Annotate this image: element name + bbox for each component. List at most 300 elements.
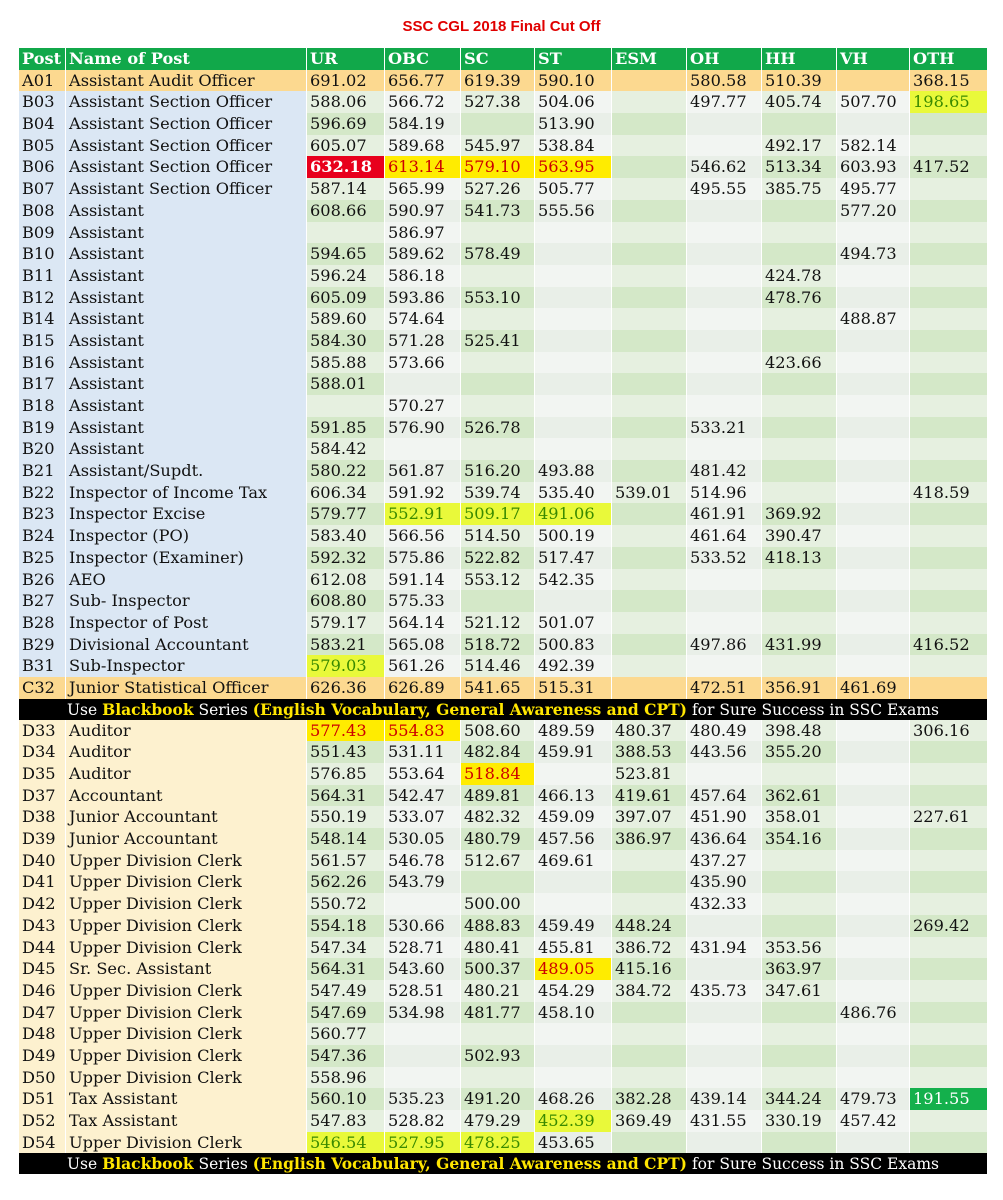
cutoff-cell: 561.26	[385, 655, 461, 677]
cutoff-cell: 558.96	[307, 1067, 385, 1089]
cutoff-cell: 459.09	[535, 806, 612, 828]
cutoff-cell	[385, 438, 461, 460]
post-code-cell: B06	[19, 156, 66, 178]
cutoff-cell	[910, 460, 987, 482]
cutoff-cell: 533.07	[385, 806, 461, 828]
cutoff-cell	[385, 893, 461, 915]
promo-banner	[19, 1153, 987, 1174]
cutoff-cell	[612, 569, 687, 591]
cutoff-cell: 514.96	[687, 482, 762, 504]
table-row	[19, 113, 987, 135]
cutoff-cell: 435.73	[687, 980, 762, 1002]
post-code-cell: B31	[19, 655, 66, 677]
cutoff-cell: 566.56	[385, 525, 461, 547]
post-name-cell: Tax Assistant	[66, 1110, 307, 1132]
post-code-cell: D33	[19, 720, 66, 742]
table-row	[19, 741, 987, 763]
cutoff-cell: 576.85	[307, 763, 385, 785]
post-code-cell: D34	[19, 741, 66, 763]
cutoff-cell: 583.40	[307, 525, 385, 547]
table-row	[19, 1067, 987, 1089]
cutoff-cell: 431.94	[687, 937, 762, 959]
cutoff-cell	[910, 871, 987, 893]
cutoff-cell	[910, 547, 987, 569]
post-name-cell: Accountant	[66, 785, 307, 807]
cutoff-cell	[762, 1132, 837, 1154]
post-name-cell: Inspector of Post	[66, 612, 307, 634]
cutoff-cell	[535, 373, 612, 395]
cutoff-cell: 493.88	[535, 460, 612, 482]
cutoff-cell	[762, 893, 837, 915]
cutoff-cell	[837, 720, 910, 742]
cutoff-cell: 539.01	[612, 482, 687, 504]
cutoff-table	[19, 48, 987, 1174]
cutoff-cell: 603.93	[837, 156, 910, 178]
cutoff-cell: 472.51	[687, 677, 762, 699]
cutoff-cell: 418.59	[910, 482, 987, 504]
cutoff-cell	[910, 612, 987, 634]
cutoff-cell: 554.18	[307, 915, 385, 937]
cutoff-cell: 398.48	[762, 720, 837, 742]
cutoff-cell: 590.10	[535, 70, 612, 92]
post-code-cell: B04	[19, 113, 66, 135]
cutoff-cell: 523.81	[612, 763, 687, 785]
cutoff-cell	[535, 417, 612, 439]
table-row	[19, 1088, 987, 1110]
cutoff-cell: 500.83	[535, 634, 612, 656]
post-code-cell: B14	[19, 308, 66, 330]
cutoff-cell: 457.56	[535, 828, 612, 850]
post-code-cell: D47	[19, 1002, 66, 1024]
cutoff-cell: 547.34	[307, 937, 385, 959]
cutoff-cell	[612, 525, 687, 547]
post-code-cell: D44	[19, 937, 66, 959]
cutoff-cell: 535.23	[385, 1088, 461, 1110]
post-code-cell: B27	[19, 590, 66, 612]
post-name-cell: Assistant Section Officer	[66, 135, 307, 157]
cutoff-cell	[837, 547, 910, 569]
cutoff-cell: 431.99	[762, 634, 837, 656]
post-code-cell: D40	[19, 850, 66, 872]
table-row	[19, 806, 987, 828]
cutoff-cell	[687, 1132, 762, 1154]
cutoff-cell	[687, 265, 762, 287]
cutoff-cell: 461.69	[837, 677, 910, 699]
cutoff-cell	[910, 265, 987, 287]
cutoff-cell	[385, 1045, 461, 1067]
cutoff-cell	[837, 569, 910, 591]
table-row	[19, 482, 987, 504]
cutoff-cell	[762, 850, 837, 872]
cutoff-cell: 330.19	[762, 1110, 837, 1132]
cutoff-cell: 455.81	[535, 937, 612, 959]
cutoff-cell: 579.77	[307, 503, 385, 525]
post-name-cell: Sr. Sec. Assistant	[66, 958, 307, 980]
cutoff-cell	[910, 243, 987, 265]
cutoff-cell	[910, 590, 987, 612]
cutoff-cell: 480.41	[461, 937, 535, 959]
cutoff-cell: 548.14	[307, 828, 385, 850]
cutoff-cell: 423.66	[762, 352, 837, 374]
cutoff-cell	[535, 222, 612, 244]
cutoff-cell	[535, 1023, 612, 1045]
post-code-cell: D43	[19, 915, 66, 937]
cutoff-cell	[461, 438, 535, 460]
cutoff-cell	[461, 1023, 535, 1045]
cutoff-cell: 269.42	[910, 915, 987, 937]
column-header: HH	[762, 48, 837, 70]
cutoff-cell	[687, 308, 762, 330]
cutoff-cell	[837, 1023, 910, 1045]
cutoff-cell: 543.79	[385, 871, 461, 893]
cutoff-cell	[837, 113, 910, 135]
cutoff-cell: 437.27	[687, 850, 762, 872]
cutoff-cell: 491.20	[461, 1088, 535, 1110]
cutoff-cell	[612, 265, 687, 287]
cutoff-cell: 405.74	[762, 91, 837, 113]
cutoff-cell	[762, 915, 837, 937]
table-row	[19, 915, 987, 937]
cutoff-cell	[910, 893, 987, 915]
cutoff-cell: 579.03	[307, 655, 385, 677]
cutoff-cell: 626.89	[385, 677, 461, 699]
cutoff-cell	[910, 785, 987, 807]
cutoff-cell: 613.14	[385, 156, 461, 178]
post-name-cell: Assistant Section Officer	[66, 156, 307, 178]
post-name-cell: Upper Division Clerk	[66, 980, 307, 1002]
post-code-cell: B18	[19, 395, 66, 417]
table-row	[19, 70, 987, 92]
cutoff-cell	[461, 871, 535, 893]
post-code-cell: C32	[19, 677, 66, 699]
cutoff-cell	[837, 785, 910, 807]
cutoff-cell	[837, 612, 910, 634]
cutoff-cell: 550.72	[307, 893, 385, 915]
table-row	[19, 330, 987, 352]
table-row	[19, 850, 987, 872]
cutoff-cell: 478.76	[762, 287, 837, 309]
cutoff-cell: 518.84	[461, 763, 535, 785]
cutoff-cell	[910, 569, 987, 591]
table-row	[19, 287, 987, 309]
cutoff-cell: 480.37	[612, 720, 687, 742]
cutoff-cell	[612, 243, 687, 265]
cutoff-cell: 527.38	[461, 91, 535, 113]
cutoff-cell: 417.52	[910, 156, 987, 178]
cutoff-cell	[837, 828, 910, 850]
cutoff-cell	[307, 395, 385, 417]
cutoff-cell: 500.37	[461, 958, 535, 980]
cutoff-cell: 454.29	[535, 980, 612, 1002]
cutoff-cell: 596.69	[307, 113, 385, 135]
cutoff-cell: 580.58	[687, 70, 762, 92]
post-code-cell: B26	[19, 569, 66, 591]
cutoff-cell	[612, 135, 687, 157]
cutoff-cell: 584.42	[307, 438, 385, 460]
cutoff-cell: 198.65	[910, 91, 987, 113]
post-name-cell: Assistant	[66, 243, 307, 265]
post-name-cell: Upper Division Clerk	[66, 1002, 307, 1024]
cutoff-cell	[687, 763, 762, 785]
cutoff-cell: 591.14	[385, 569, 461, 591]
cutoff-cell	[612, 113, 687, 135]
cutoff-cell: 451.90	[687, 806, 762, 828]
post-name-cell: Assistant	[66, 330, 307, 352]
cutoff-cell	[910, 308, 987, 330]
table-row	[19, 655, 987, 677]
table-row	[19, 720, 987, 742]
cutoff-cell: 418.13	[762, 547, 837, 569]
cutoff-cell: 547.83	[307, 1110, 385, 1132]
cutoff-cell	[910, 677, 987, 699]
post-name-cell: Junior Statistical Officer	[66, 677, 307, 699]
cutoff-cell	[612, 460, 687, 482]
cutoff-cell: 546.78	[385, 850, 461, 872]
post-name-cell: Assistant	[66, 395, 307, 417]
cutoff-cell	[762, 612, 837, 634]
cutoff-cell	[910, 503, 987, 525]
cutoff-cell	[837, 741, 910, 763]
cutoff-cell	[837, 1132, 910, 1154]
table-row	[19, 1110, 987, 1132]
cutoff-cell	[837, 373, 910, 395]
table-row	[19, 980, 987, 1002]
cutoff-cell	[762, 655, 837, 677]
cutoff-cell	[910, 958, 987, 980]
table-row	[19, 828, 987, 850]
table-row	[19, 395, 987, 417]
cutoff-cell: 574.64	[385, 308, 461, 330]
cutoff-cell	[535, 893, 612, 915]
cutoff-cell: 508.60	[461, 720, 535, 742]
banner-text-post: for Sure Success in SSC Exams	[687, 1155, 939, 1174]
cutoff-cell: 431.55	[687, 1110, 762, 1132]
cutoff-cell: 580.22	[307, 460, 385, 482]
cutoff-cell: 543.60	[385, 958, 461, 980]
banner-text-b1: Blackbook	[102, 1154, 194, 1174]
cutoff-cell	[910, 200, 987, 222]
cutoff-cell: 353.56	[762, 937, 837, 959]
column-header: OTH	[910, 48, 987, 70]
cutoff-cell	[910, 850, 987, 872]
cutoff-cell: 461.64	[687, 525, 762, 547]
cutoff-cell: 541.73	[461, 200, 535, 222]
cutoff-cell	[612, 70, 687, 92]
cutoff-cell: 571.28	[385, 330, 461, 352]
cutoff-cell: 461.91	[687, 503, 762, 525]
cutoff-cell: 546.62	[687, 156, 762, 178]
post-name-cell: Assistant	[66, 287, 307, 309]
table-row	[19, 634, 987, 656]
cutoff-cell: 439.14	[687, 1088, 762, 1110]
cutoff-cell: 563.95	[535, 156, 612, 178]
cutoff-cell: 560.77	[307, 1023, 385, 1045]
cutoff-cell	[612, 612, 687, 634]
cutoff-cell: 565.99	[385, 178, 461, 200]
post-code-cell: B24	[19, 525, 66, 547]
cutoff-cell: 486.76	[837, 1002, 910, 1024]
cutoff-cell: 480.49	[687, 720, 762, 742]
table-row	[19, 91, 987, 113]
cutoff-cell: 553.64	[385, 763, 461, 785]
cutoff-cell: 535.40	[535, 482, 612, 504]
cutoff-cell	[837, 590, 910, 612]
post-code-cell: B23	[19, 503, 66, 525]
cutoff-cell	[612, 200, 687, 222]
cutoff-cell	[612, 634, 687, 656]
cutoff-cell	[910, 373, 987, 395]
cutoff-cell: 588.06	[307, 91, 385, 113]
cutoff-cell: 589.62	[385, 243, 461, 265]
cutoff-cell	[687, 915, 762, 937]
post-name-cell: Assistant Section Officer	[66, 91, 307, 113]
cutoff-cell: 592.32	[307, 547, 385, 569]
cutoff-cell: 415.16	[612, 958, 687, 980]
cutoff-cell	[535, 763, 612, 785]
cutoff-cell	[535, 871, 612, 893]
post-name-cell: Junior Accountant	[66, 828, 307, 850]
cutoff-cell: 510.39	[762, 70, 837, 92]
cutoff-cell	[535, 395, 612, 417]
cutoff-cell: 545.97	[461, 135, 535, 157]
cutoff-cell: 553.12	[461, 569, 535, 591]
cutoff-cell: 530.66	[385, 915, 461, 937]
post-name-cell: Auditor	[66, 763, 307, 785]
post-name-cell: Assistant	[66, 417, 307, 439]
cutoff-cell: 596.24	[307, 265, 385, 287]
post-name-cell: Tax Assistant	[66, 1088, 307, 1110]
table-row	[19, 1002, 987, 1024]
column-header: OH	[687, 48, 762, 70]
table-row	[19, 373, 987, 395]
cutoff-cell	[687, 590, 762, 612]
cutoff-cell	[687, 135, 762, 157]
cutoff-cell: 459.91	[535, 741, 612, 763]
cutoff-cell	[461, 1067, 535, 1089]
cutoff-cell: 513.34	[762, 156, 837, 178]
table-row	[19, 937, 987, 959]
post-name-cell: Inspector (Examiner)	[66, 547, 307, 569]
cutoff-cell	[837, 265, 910, 287]
cutoff-cell: 517.47	[535, 547, 612, 569]
cutoff-cell: 507.70	[837, 91, 910, 113]
cutoff-cell	[612, 1023, 687, 1045]
post-name-cell: Assistant	[66, 200, 307, 222]
cutoff-cell: 489.59	[535, 720, 612, 742]
post-code-cell: B09	[19, 222, 66, 244]
post-code-cell: D37	[19, 785, 66, 807]
cutoff-cell	[837, 763, 910, 785]
column-header: ESM	[612, 48, 687, 70]
cutoff-cell: 619.39	[461, 70, 535, 92]
post-name-cell: Junior Accountant	[66, 806, 307, 828]
cutoff-cell	[307, 222, 385, 244]
cutoff-cell: 481.77	[461, 1002, 535, 1024]
post-code-cell: D51	[19, 1088, 66, 1110]
cutoff-cell: 562.26	[307, 871, 385, 893]
cutoff-cell: 541.65	[461, 677, 535, 699]
banner-text-b1: Blackbook	[102, 699, 194, 719]
cutoff-cell: 457.64	[687, 785, 762, 807]
cutoff-cell	[910, 937, 987, 959]
cutoff-cell	[687, 1067, 762, 1089]
cutoff-cell	[612, 417, 687, 439]
post-code-cell: B19	[19, 417, 66, 439]
cutoff-cell	[910, 135, 987, 157]
cutoff-cell: 432.33	[687, 893, 762, 915]
cutoff-cell	[612, 850, 687, 872]
cutoff-cell	[910, 287, 987, 309]
cutoff-cell	[687, 287, 762, 309]
cutoff-cell: 606.34	[307, 482, 385, 504]
cutoff-cell	[612, 1067, 687, 1089]
cutoff-cell	[762, 871, 837, 893]
cutoff-cell: 435.90	[687, 871, 762, 893]
cutoff-cell: 564.31	[307, 785, 385, 807]
cutoff-cell: 306.16	[910, 720, 987, 742]
cutoff-cell: 495.77	[837, 178, 910, 200]
post-name-cell: Assistant	[66, 222, 307, 244]
cutoff-cell: 356.91	[762, 677, 837, 699]
cutoff-cell	[687, 330, 762, 352]
cutoff-cell: 608.66	[307, 200, 385, 222]
cutoff-cell: 591.85	[307, 417, 385, 439]
cutoff-cell: 576.90	[385, 417, 461, 439]
cutoff-cell: 551.43	[307, 741, 385, 763]
cutoff-cell: 578.49	[461, 243, 535, 265]
cutoff-cell: 527.26	[461, 178, 535, 200]
cutoff-cell	[385, 1023, 461, 1045]
cutoff-cell: 538.84	[535, 135, 612, 157]
cutoff-cell	[612, 330, 687, 352]
cutoff-cell: 612.08	[307, 569, 385, 591]
cutoff-cell	[687, 612, 762, 634]
cutoff-cell: 227.61	[910, 806, 987, 828]
cutoff-cell	[837, 503, 910, 525]
cutoff-cell: 504.06	[535, 91, 612, 113]
post-code-cell: D35	[19, 763, 66, 785]
post-name-cell: Assistant	[66, 308, 307, 330]
cutoff-cell: 390.47	[762, 525, 837, 547]
cutoff-cell: 570.27	[385, 395, 461, 417]
cutoff-cell: 491.06	[535, 503, 612, 525]
cutoff-cell	[461, 590, 535, 612]
cutoff-cell	[762, 1023, 837, 1045]
post-code-cell: B21	[19, 460, 66, 482]
cutoff-cell	[837, 1045, 910, 1067]
cutoff-cell	[687, 222, 762, 244]
cutoff-cell	[687, 243, 762, 265]
cutoff-cell	[762, 569, 837, 591]
cutoff-cell	[762, 1045, 837, 1067]
cutoff-cell: 497.77	[687, 91, 762, 113]
cutoff-cell: 509.17	[461, 503, 535, 525]
cutoff-cell: 416.52	[910, 634, 987, 656]
post-name-cell: Upper Division Clerk	[66, 1132, 307, 1154]
cutoff-cell	[535, 438, 612, 460]
cutoff-cell	[461, 352, 535, 374]
post-name-cell: Divisional Accountant	[66, 634, 307, 656]
cutoff-cell	[762, 113, 837, 135]
cutoff-cell: 594.65	[307, 243, 385, 265]
cutoff-cell: 497.86	[687, 634, 762, 656]
cutoff-cell	[612, 655, 687, 677]
cutoff-cell: 577.43	[307, 720, 385, 742]
cutoff-cell: 565.08	[385, 634, 461, 656]
table-row	[19, 590, 987, 612]
cutoff-cell	[910, 741, 987, 763]
cutoff-cell	[687, 1002, 762, 1024]
